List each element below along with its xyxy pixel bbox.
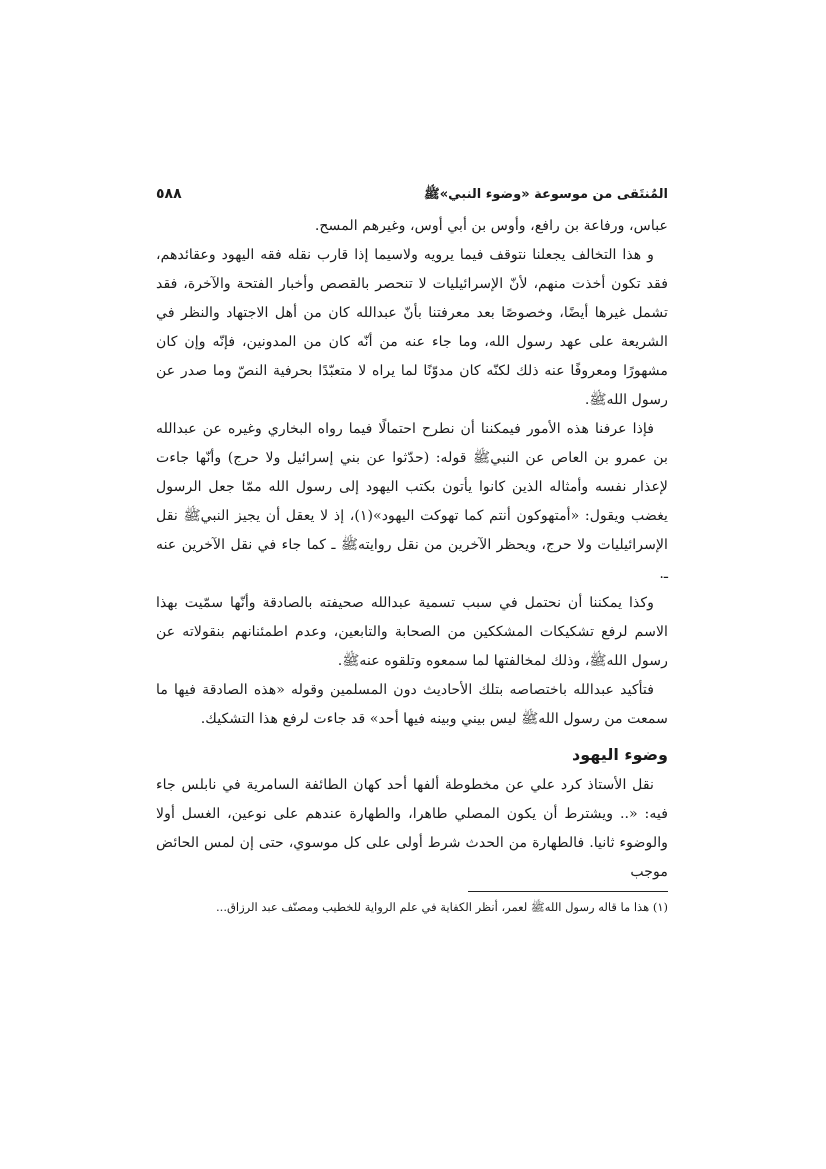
section-heading: وضوء اليهود [571,745,668,764]
paragraph: نقل الأستاذ كرد علي عن مخطوطة ألفها أحد كهان الطائفة السامرية في نابلس جاء فيه: «.. ويشترط أن يكون المصلي طاهرا، والطهارة عندهم على نوعين، الغسل أولا والوضوء ثانيا. فالطهارة من الحدث شرط أولى على كل موسوي، حتى إن لمس الحائض موجب [156,777,668,880]
running-title: المُنتَقى من موسوعة «وضوء النبي»ﷺ [424,187,668,202]
page-number: ٥٨٨ [156,186,182,202]
paragraph: عباس، ورفاعة بن رافع، وأوس بن أبي أوس، وغيرهم المسح. [314,218,668,234]
paragraph: و هذا التخالف يجعلنا نتوقف فيما يرويه ولاسيما إذا قارب نقله فقه اليهود وعقائدهم، فقد تكون أخذت منهم، لأنّ الإسرائيليات لا تنحصر بالقصص وأخبار الفتحة والآخرة، فقد تشمل غيرها أيضًا، وخصوصًا بعد معرفتنا بأنّ عبدالله كان من أهل الاجتهاد والنظر في الشريعة على عهد رسول الله، وما جاء عنه من أنّه كان من المدونين، فإنّه وإن كان مشهورًا ومعروفًا عنه ذلك لكنّه كان مدوّنًا لما يراه لا متعبّدًا بحرفية النصّ وما صدر عن رسول اللهﷺ. [156,247,668,408]
page-header [156,186,668,212]
paragraph: وكذا يمكننا أن نحتمل في سبب تسمية عبدالله صحيفته بالصادقة وأنّها سمّيت بهذا الاسم لرفع تشكيكات المشككين من الصحابة والتابعين، وعدم اطمئنانهم بنقولاته عن رسول اللهﷺ، وذلك لمخالفتها لما سمعوه وتلقوه عنهﷺ. [156,595,668,669]
footnote: (١) هذا ما قاله رسول اللهﷺ لعمر، أنظر الكفاية في علم الرواية للخطيب ومصنّف عبد الرزاق... [216,900,668,914]
paragraph: فتأكيد عبدالله باختصاصه بتلك الأحاديث دون المسلمين وقوله «هذه الصادقة فيها ما سمعت من رسول اللهﷺ ليس بيني وبينه فيها أحد» قد جاءت لرفع هذا التشكيك. [156,682,668,727]
paragraph: فإذا عرفنا هذه الأمور فيمكننا أن نطرح احتمالًا فيما رواه البخاري وغيره عن عبدالله بن عمرو بن العاص عن النبيﷺ قوله: (حدّثوا عن بني إسرائيل ولا حرج) وأنّها جاءت لإعذار نفسه وأمثاله الذين كانوا يأتون بكتب اليهود إلى رسول الله ممّا جعل الرسول يغضب ويقول: «أمتهوكون أنتم كما تهوكت اليهود»(١)، إذ لا يعقل أن يجيز النبيﷺ نقل الإسرائيليات ولا حرج، ويحظر الآخرين من نقل روايتهﷺ ـ كما جاء في نقل الآخرين عنه ـ. [156,421,668,582]
book-page [156,186,668,916]
footnote-divider [468,891,668,892]
body-text [156,212,668,887]
